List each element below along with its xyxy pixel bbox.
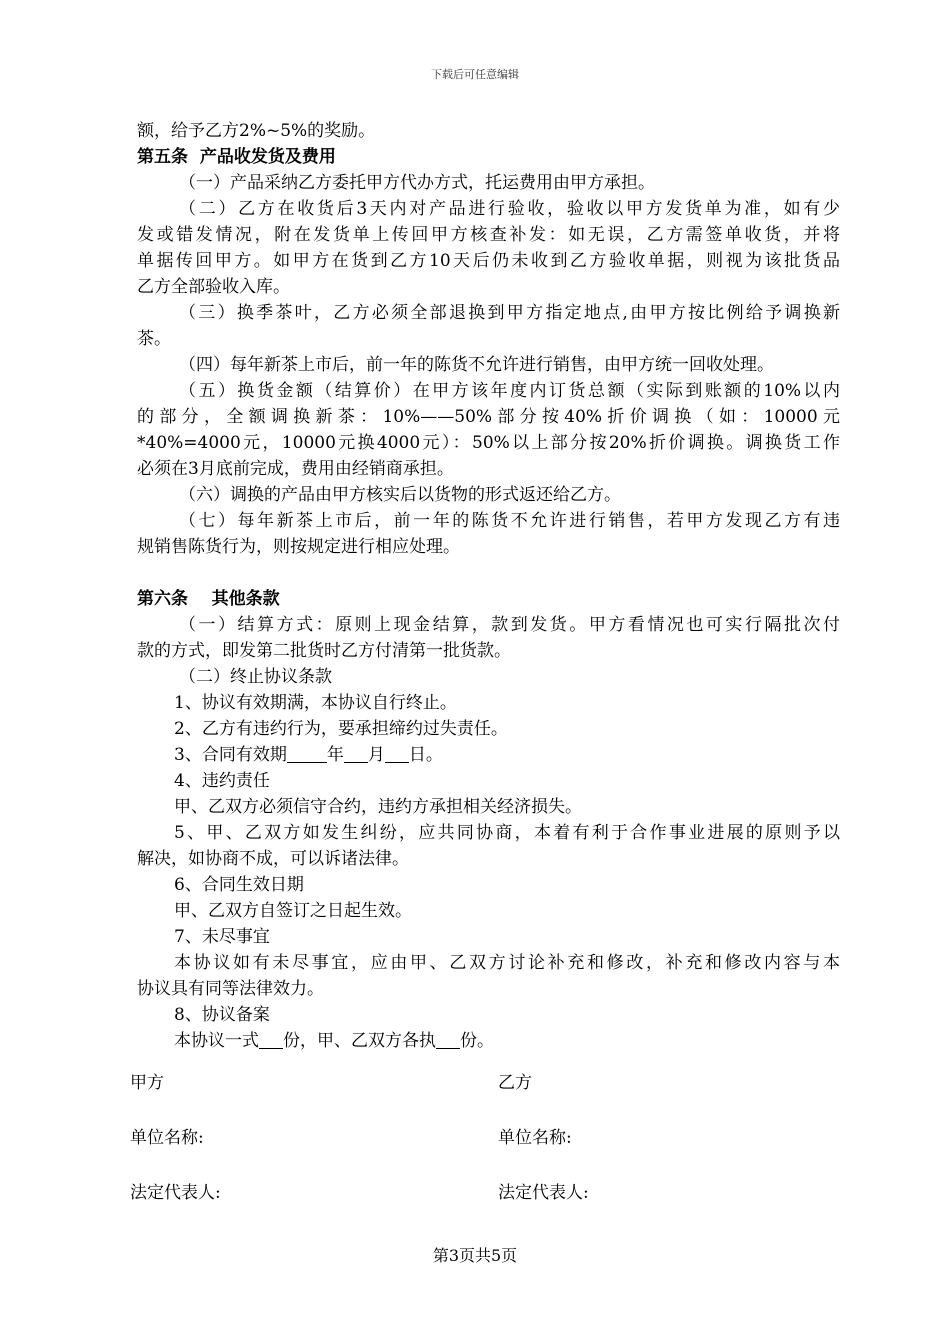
page-header: 下载后可任意编辑 [431,68,519,81]
month-label: 月 [367,745,385,765]
contract-period-line [137,742,840,768]
copies-blank [259,1030,283,1049]
year-blank [287,744,327,763]
paragraph-line: （六）调换的产品由甲方核实后以货物的形式返还给乙方。 [179,485,621,505]
paragraph-line: （四）每年新茶上市后，前一年的陈货不允许进行销售，由甲方统一回收处理。 [179,355,774,375]
paragraph-line: 7、未尽事宜 [174,927,270,947]
paragraph-line: 2、乙方有违约行为，要承担缔约过失责任。 [174,719,508,739]
paragraph-line: （二）终止协议条款 [179,667,332,687]
party-b-label: 乙方 [498,1073,532,1093]
party-a-label: 甲方 [130,1073,164,1093]
paragraph-line: （二）乙方在收货后3天内对产品进行验收，验收以甲方发货单为准，如有少 [179,199,840,219]
paragraph-line: 本协议如有未尽事宜，应由甲、乙双方讨论补充和修改，补充和修改内容与本 [174,953,840,973]
party-a-legal-rep: 法定代表人: [130,1183,221,1203]
party-a-unit-name: 单位名称: [130,1128,204,1148]
paragraph-line: （一）结算方式：原则上现金结算，款到发货。甲方看情况也可实行隔批次付 [179,615,840,635]
paragraph-line: （一）产品采纳乙方委托甲方代办方式，托运费用由甲方承担。 [179,173,655,193]
paragraph-line: 必须在3月底前完成，费用由经销商承担。 [137,459,454,479]
paragraph-line: 发或错发情况，附在发货单上传回甲方核查补发：如无误，乙方需签单收货，并将 [137,225,840,245]
copies-end-label: 份。 [460,1031,494,1051]
paragraph-line: 规销售陈货行为，则按规定进行相应处理。 [137,537,460,557]
day-label: 日。 [408,745,443,765]
paragraph-line: 的部分，全额调换新茶：10%——50%部分按40%折价调换（如：10000元 [137,407,840,427]
paragraph-line: （三）换季茶叶，乙方必须全部退换到甲方指定地点,由甲方按比例给予调换新 [179,303,840,323]
page-footer: 第3页共5页 [432,1246,518,1265]
paragraph-line: 茶。 [137,329,171,349]
paragraph-line: 甲、乙双方必须信守合约，违约方承担相关经济损失。 [174,797,582,817]
paragraph-line: 款的方式，即发第二批货时乙方付清第一批货款。 [137,641,511,661]
copies-each-label: 份，甲、乙双方各执 [283,1031,436,1051]
paragraph-line: （五）换货金额（结算价）在甲方该年度内订货总额（实际到账额的10%以内 [179,381,840,401]
party-b-unit-name: 单位名称: [498,1128,572,1148]
paragraph-line: 4、违约责任 [174,771,270,791]
article-6-heading: 第六条 其他条款 [137,589,280,609]
copies-each-blank [436,1030,460,1049]
paragraph-line: 1、协议有效期满，本协议自行终止。 [174,693,457,713]
document-body [137,118,840,1054]
day-blank [385,744,409,763]
copies-label: 本协议一式 [174,1031,259,1051]
article-5-heading: 第五条 产品收发货及费用 [137,147,336,167]
paragraph-line: 8、协议备案 [174,1005,270,1025]
month-blank [344,744,368,763]
paragraph-line: 5、甲、乙双方如发生纠纷，应共同协商，本着有利于合作事业进展的原则予以 [174,823,840,843]
contract-period-label: 3、合同有效期 [174,745,287,765]
copies-line [137,1028,840,1054]
paragraph-line: 6、合同生效日期 [174,875,304,895]
paragraph-line: 单据传回甲方。如甲方在货到乙方10天后仍未收到乙方验收单据，则视为该批货品 [137,251,840,271]
paragraph-line: 甲、乙双方自签订之日起生效。 [174,901,412,921]
paragraph-line: 额，给予乙方2%~5%的奖励。 [137,121,376,141]
paragraph-line: *40%=4000元，10000元换4000元）：50%以上部分按20%折价调换。调换货工作 [137,433,840,453]
party-b-legal-rep: 法定代表人: [498,1183,589,1203]
paragraph-line: 乙方全部验收入库。 [137,277,290,297]
paragraph-line: 解决，如协商不成，可以诉诸法律。 [137,849,409,869]
paragraph-line: 协议具有同等法律效力。 [137,979,324,999]
paragraph-line: （七）每年新茶上市后，前一年的陈货不允许进行销售，若甲方发现乙方有违 [179,511,840,531]
year-label: 年 [326,745,344,765]
